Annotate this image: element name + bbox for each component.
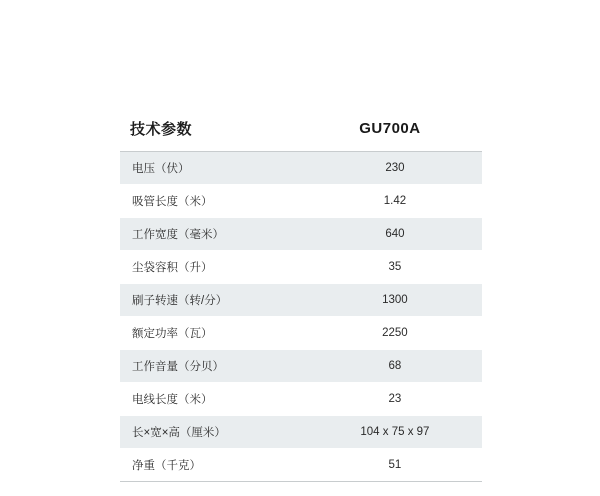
row-label: 净重（千克） [120,449,312,482]
row-label: 长×宽×高（厘米） [120,416,312,449]
table-row [120,185,482,218]
row-value: 104 x 75 x 97 [312,416,482,449]
table-row [120,449,482,482]
table-row [120,284,482,317]
column-header-model: GU700A [312,110,482,152]
table-row [120,218,482,251]
table-body [120,152,482,482]
table-header-row [120,110,482,152]
row-label: 电压（伏） [120,152,312,185]
specifications-table [120,110,482,482]
row-value: 1.42 [312,185,482,218]
table-row [120,251,482,284]
row-value: 1300 [312,284,482,317]
row-value: 2250 [312,317,482,350]
row-value: 640 [312,218,482,251]
table-row [120,383,482,416]
specifications-section [120,110,482,482]
row-value: 35 [312,251,482,284]
row-value: 23 [312,383,482,416]
table-row [120,350,482,383]
table-header [120,110,482,152]
row-label: 工作音量（分贝） [120,350,312,383]
row-label: 电线长度（米） [120,383,312,416]
table-row [120,317,482,350]
row-label: 吸管长度（米） [120,185,312,218]
row-label: 额定功率（瓦） [120,317,312,350]
row-value: 230 [312,152,482,185]
row-label: 刷子转速（转/分） [120,284,312,317]
row-label: 工作宽度（毫米） [120,218,312,251]
row-label: 尘袋容积（升） [120,251,312,284]
row-value: 51 [312,449,482,482]
column-header-parameter: 技术参数 [120,110,312,152]
row-value: 68 [312,350,482,383]
table-row [120,152,482,185]
table-row [120,416,482,449]
